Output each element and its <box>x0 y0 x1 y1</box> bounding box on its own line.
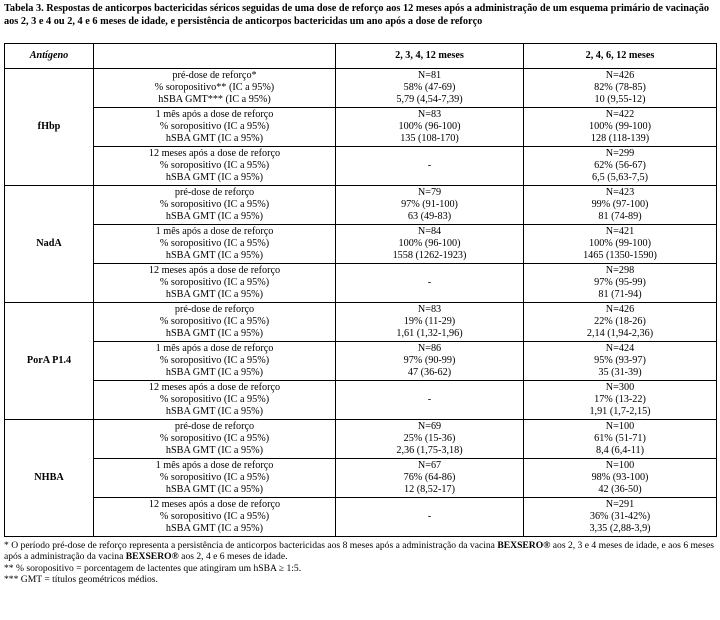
schedule2-value-cell-line: 100% (99-100) <box>589 121 651 132</box>
schedule1-value-cell-line: N=69 <box>417 421 442 432</box>
timepoint-cell-line: hSBA GMT (IC a 95%) <box>165 250 264 261</box>
timepoint-cell-line: 12 meses após a dose de reforço <box>148 499 281 510</box>
schedule2-value-cell-line: N=426 <box>605 304 635 315</box>
schedule1-value-cell-line: 1558 (1262-1923) <box>392 250 467 261</box>
table-row <box>5 303 717 342</box>
schedule1-value-cell <box>336 498 524 537</box>
schedule2-value-cell <box>524 69 717 108</box>
schedule1-value-cell-line: N=84 <box>417 226 442 237</box>
antigen-cell: NadA <box>5 186 94 303</box>
header-timepoint <box>94 44 336 69</box>
table-row <box>5 498 717 537</box>
schedule1-value-cell <box>336 186 524 225</box>
footnote-1: * O período pré-dose de reforço representa a persistência de anticorpos bactericidas aos 8 meses após a administração da vacina BEXSERO® aos 2, 3 e 4 meses de idade, e aos 6 meses após a administração da vacina BEXSERO® aos 2, 4 e 6 meses de idade. <box>4 540 714 563</box>
schedule2-value-cell-line: 8,4 (6,4-11) <box>595 445 644 456</box>
schedule1-value-cell-line: 63 (49-83) <box>407 211 452 222</box>
schedule1-value-cell <box>336 342 524 381</box>
table-row <box>5 69 717 108</box>
timepoint-cell-line: % soropositivo (IC a 95%) <box>159 238 270 249</box>
table-row <box>5 108 717 147</box>
schedule2-value-cell-line: N=300 <box>605 382 635 393</box>
header-antigen: Antígeno <box>5 44 94 69</box>
schedule2-value-cell-line: 1465 (1350-1590) <box>583 250 657 261</box>
schedule2-value-cell-line: 82% (78-85) <box>594 82 646 93</box>
schedule2-value-cell-line: 42 (36-50) <box>598 484 642 495</box>
schedule2-value-cell <box>524 147 717 186</box>
schedule1-value-cell-line: 1,61 (1,32-1,96) <box>396 328 463 339</box>
schedule2-value-cell-line: N=421 <box>605 226 635 237</box>
timepoint-cell-line: % soropositivo (IC a 95%) <box>159 394 270 405</box>
schedule2-value-cell <box>524 498 717 537</box>
timepoint-cell-line: % soropositivo (IC a 95%) <box>159 160 270 171</box>
timepoint-cell <box>94 147 336 186</box>
timepoint-cell <box>94 420 336 459</box>
table-row <box>5 420 717 459</box>
timepoint-cell-line: 12 meses após a dose de reforço <box>148 382 281 393</box>
timepoint-cell-line: hSBA GMT (IC a 95%) <box>165 289 264 300</box>
timepoint-cell-line: hSBA GMT (IC a 95%) <box>165 484 264 495</box>
schedule1-value-cell-line: N=79 <box>417 187 442 198</box>
timepoint-cell-line: pré-dose de reforço <box>174 304 255 315</box>
timepoint-cell-line: hSBA GMT (IC a 95%) <box>165 367 264 378</box>
schedule1-value-cell <box>336 225 524 264</box>
schedule2-value-cell <box>524 108 717 147</box>
timepoint-cell-line: % soropositivo** (IC a 95%) <box>154 82 275 93</box>
schedule2-value-cell <box>524 459 717 498</box>
timepoint-cell <box>94 108 336 147</box>
schedule1-value-cell <box>336 147 524 186</box>
schedule2-value-cell-line: N=422 <box>605 109 635 120</box>
schedule1-value-cell <box>336 420 524 459</box>
schedule1-value-cell-line: - <box>427 160 432 171</box>
schedule2-value-cell <box>524 420 717 459</box>
timepoint-cell-line: % soropositivo (IC a 95%) <box>159 511 270 522</box>
schedule1-value-cell <box>336 69 524 108</box>
timepoint-cell-line: hSBA GMT (IC a 95%) <box>165 328 264 339</box>
timepoint-cell-line: pré-dose de reforço* <box>172 70 257 81</box>
schedule1-value-cell-line: - <box>427 394 432 405</box>
schedule1-value-cell <box>336 108 524 147</box>
timepoint-cell-line: pré-dose de reforço <box>174 187 255 198</box>
schedule1-value-cell-line: N=81 <box>417 70 442 81</box>
document-page <box>4 3 716 586</box>
table-row <box>5 381 717 420</box>
footnotes <box>4 540 716 586</box>
schedule1-value-cell <box>336 381 524 420</box>
timepoint-cell <box>94 69 336 108</box>
schedule1-value-cell-line: 2,36 (1,75-3,18) <box>396 445 463 456</box>
timepoint-cell-line: hSBA GMT (IC a 95%) <box>165 211 264 222</box>
schedule1-value-cell-line: 97% (90-99) <box>403 355 456 366</box>
schedule2-value-cell-line: 22% (18-26) <box>594 316 646 327</box>
schedule1-value-cell-line: 25% (15-36) <box>403 433 456 444</box>
timepoint-cell-line: % soropositivo (IC a 95%) <box>159 277 270 288</box>
table-row <box>5 264 717 303</box>
schedule2-value-cell-line: 100% (99-100) <box>589 238 651 249</box>
timepoint-cell-line: 1 mês após a dose de reforço <box>155 343 274 354</box>
schedule2-value-cell <box>524 342 717 381</box>
footnote-2: ** % soropositivo = porcentagem de lactentes que atingiram um hSBA ≥ 1:5. <box>4 562 302 574</box>
schedule2-value-cell-line: N=299 <box>605 148 635 159</box>
timepoint-cell-line: % soropositivo (IC a 95%) <box>159 199 270 210</box>
timepoint-cell-line: pré-dose de reforço <box>174 421 255 432</box>
schedule2-value-cell-line: 36% (31-42%) <box>589 511 651 522</box>
header-row <box>5 44 717 69</box>
schedule2-value-cell-line: 81 (74-89) <box>598 211 642 222</box>
table-body <box>5 69 717 537</box>
table-row <box>5 147 717 186</box>
timepoint-cell-line: hSBA GMT (IC a 95%) <box>165 172 264 183</box>
schedule1-value-cell-line: 47 (36-62) <box>407 367 452 378</box>
timepoint-cell <box>94 303 336 342</box>
timepoint-cell <box>94 264 336 303</box>
schedule1-value-cell-line: 97% (91-100) <box>401 199 458 210</box>
schedule2-value-cell-line: 95% (93-97) <box>594 355 646 366</box>
table-row <box>5 459 717 498</box>
table-row <box>5 186 717 225</box>
timepoint-cell-line: % soropositivo (IC a 95%) <box>159 316 270 327</box>
schedule2-value-cell-line: 99% (97-100) <box>591 199 649 210</box>
schedule1-value-cell-line: 100% (96-100) <box>398 238 461 249</box>
schedule1-value-cell <box>336 264 524 303</box>
schedule1-value-cell-line: 135 (108-170) <box>400 133 459 144</box>
timepoint-cell-line: hSBA GMT*** (IC a 95%) <box>158 94 271 105</box>
schedule1-value-cell-line: 76% (64-86) <box>403 472 456 483</box>
antigen-cell: PorA P1.4 <box>5 303 94 420</box>
header-schedule-2-3-4-12: 2, 3, 4, 12 meses <box>336 44 524 69</box>
antigen-cell: NHBA <box>5 420 94 537</box>
timepoint-cell <box>94 459 336 498</box>
schedule2-value-cell-line: N=100 <box>605 460 635 471</box>
antibody-response-table <box>4 43 717 537</box>
schedule1-value-cell-line: 100% (96-100) <box>398 121 461 132</box>
schedule1-value-cell-line: 19% (11-29) <box>403 316 456 327</box>
header-schedule-2-4-6-12: 2, 4, 6, 12 meses <box>524 44 717 69</box>
schedule2-value-cell-line: 17% (13-22) <box>594 394 646 405</box>
schedule2-value-cell-line: N=423 <box>605 187 635 198</box>
schedule2-value-cell-line: 6,5 (5,63-7,5) <box>591 172 649 183</box>
schedule1-value-cell-line: N=83 <box>417 109 442 120</box>
schedule2-value-cell-line: 2,14 (1,94-2,36) <box>586 328 654 339</box>
schedule1-value-cell-line: 12 (8,52-17) <box>404 484 455 495</box>
schedule2-value-cell <box>524 264 717 303</box>
timepoint-cell-line: 12 meses após a dose de reforço <box>148 265 281 276</box>
schedule1-value-cell <box>336 459 524 498</box>
timepoint-cell-line: % soropositivo (IC a 95%) <box>159 355 270 366</box>
timepoint-cell-line: % soropositivo (IC a 95%) <box>159 472 270 483</box>
schedule2-value-cell-line: 35 (31-39) <box>598 367 642 378</box>
schedule2-value-cell <box>524 381 717 420</box>
timepoint-cell <box>94 186 336 225</box>
antigen-cell: fHbp <box>5 69 94 186</box>
schedule2-value-cell-line: N=426 <box>605 70 635 81</box>
timepoint-cell <box>94 381 336 420</box>
schedule1-value-cell-line: - <box>427 277 432 288</box>
schedule2-value-cell-line: 3,35 (2,88-3,9) <box>589 523 651 534</box>
schedule1-value-cell-line: 58% (47-69) <box>403 82 456 93</box>
timepoint-cell <box>94 342 336 381</box>
schedule1-value-cell-line: 5,79 (4,54-7,39) <box>396 94 463 105</box>
schedule2-value-cell <box>524 225 717 264</box>
schedule2-value-cell-line: 98% (93-100) <box>591 472 649 483</box>
timepoint-cell-line: hSBA GMT (IC a 95%) <box>165 445 264 456</box>
timepoint-cell-line: hSBA GMT (IC a 95%) <box>165 133 264 144</box>
schedule2-value-cell-line: 128 (118-139) <box>590 133 650 144</box>
schedule1-value-cell-line: N=86 <box>417 343 442 354</box>
timepoint-cell <box>94 498 336 537</box>
schedule1-value-cell-line: N=67 <box>417 460 442 471</box>
schedule2-value-cell <box>524 186 717 225</box>
schedule2-value-cell-line: 97% (95-99) <box>594 277 646 288</box>
schedule2-value-cell-line: N=291 <box>605 499 635 510</box>
schedule2-value-cell-line: N=100 <box>605 421 635 432</box>
timepoint-cell-line: % soropositivo (IC a 95%) <box>159 433 270 444</box>
timepoint-cell-line: % soropositivo (IC a 95%) <box>159 121 270 132</box>
timepoint-cell-line: hSBA GMT (IC a 95%) <box>165 406 264 417</box>
timepoint-cell <box>94 225 336 264</box>
footnote-3: *** GMT = títulos geométricos médios. <box>4 574 158 586</box>
schedule2-value-cell-line: N=424 <box>605 343 635 354</box>
schedule2-value-cell <box>524 303 717 342</box>
schedule2-value-cell-line: N=298 <box>605 265 635 276</box>
schedule2-value-cell-line: 62% (56-67) <box>594 160 646 171</box>
table-row <box>5 225 717 264</box>
schedule1-value-cell <box>336 303 524 342</box>
schedule1-value-cell-line: - <box>427 511 432 522</box>
timepoint-cell-line: hSBA GMT (IC a 95%) <box>165 523 264 534</box>
schedule2-value-cell-line: 10 (9,55-12) <box>594 94 646 105</box>
timepoint-cell-line: 1 mês após a dose de reforço <box>155 460 274 471</box>
schedule2-value-cell-line: 81 (71-94) <box>598 289 642 300</box>
schedule2-value-cell-line: 61% (51-71) <box>594 433 646 444</box>
timepoint-cell-line: 1 mês após a dose de reforço <box>155 226 274 237</box>
table-caption: Tabela 3. Respostas de anticorpos bactericidas séricos seguidas de uma dose de reforço aos 12 meses após a administração de um esquema primário de vacinação aos 2, 3 e 4 ou 2, 4 e 6 meses de idade, e persistência de anticorpos bactericidas um ano após a dose de reforço <box>4 3 710 27</box>
timepoint-cell-line: 1 mês após a dose de reforço <box>155 109 274 120</box>
table-row <box>5 342 717 381</box>
timepoint-cell-line: 12 meses após a dose de reforço <box>148 148 281 159</box>
schedule2-value-cell-line: 1,91 (1,7-2,15) <box>589 406 651 417</box>
schedule1-value-cell-line: N=83 <box>417 304 442 315</box>
